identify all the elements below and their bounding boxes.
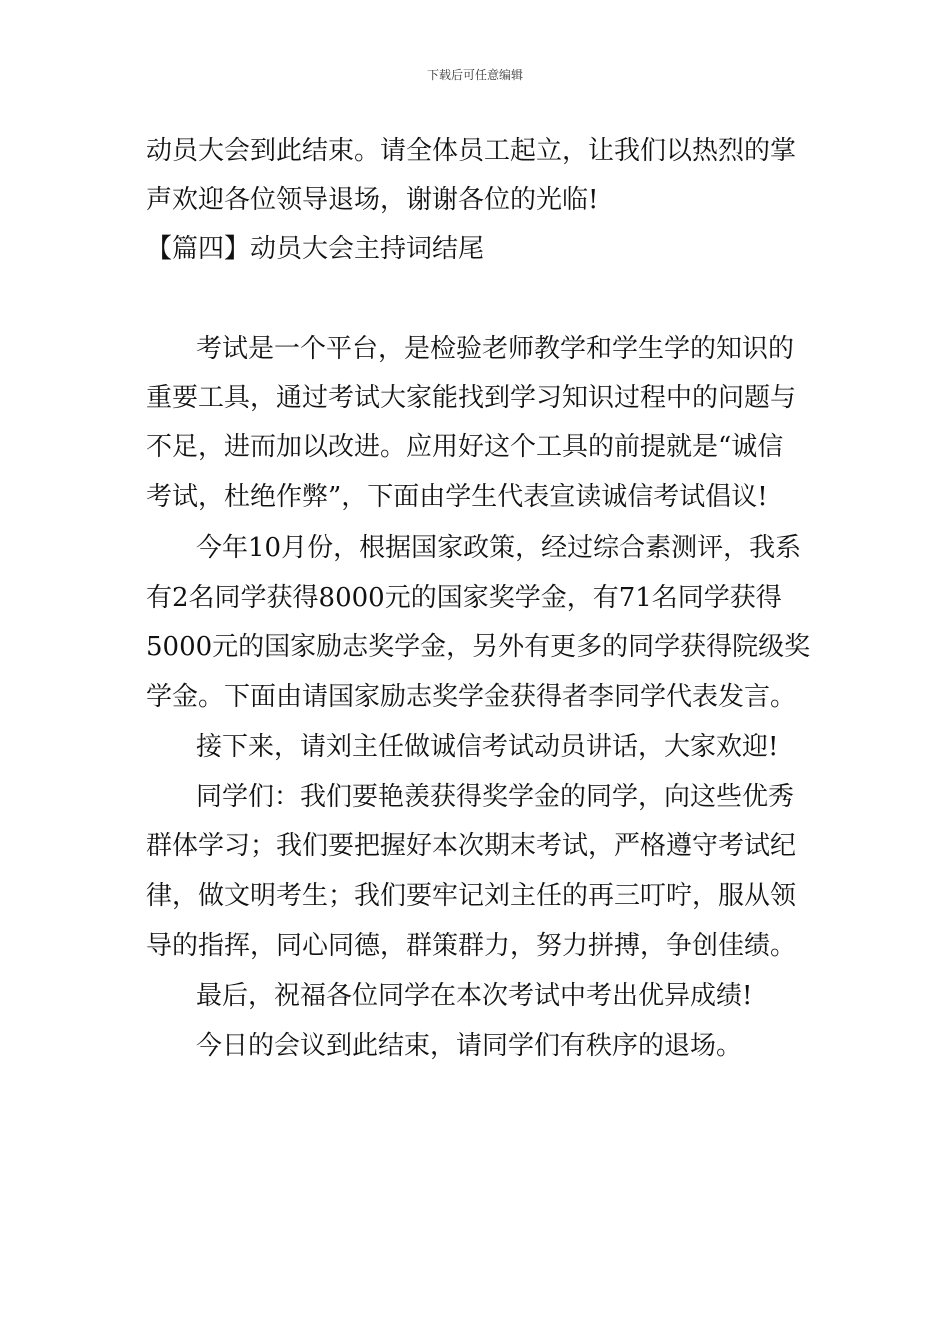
text-line: 同学们：我们要艳羡获得奖学金的同学，向这些优秀 <box>196 782 795 812</box>
text-line: 今日的会议到此结束，请同学们有秩序的退场。 <box>196 1031 743 1061</box>
text-line: 有2名同学获得8000元的国家奖学金，有71名同学获得 <box>146 583 782 613</box>
text-line: 律，做文明考生；我们要牢记刘主任的再三叮咛，服从领 <box>146 881 797 911</box>
text-line: 最后，祝福各位同学在本次考试中考出优异成绩! <box>196 981 753 1011</box>
text-line: 考试是一个平台，是检验老师教学和学生学的知识的 <box>196 334 795 364</box>
text-line: 5000元的国家励志奖学金，另外有更多的同学获得院级奖 <box>146 632 811 662</box>
text-line: 声欢迎各位领导退场，谢谢各位的光临! <box>146 185 599 215</box>
text-line: 导的指挥，同心同德，群策群力，努力拼搏，争创佳绩。 <box>146 931 797 961</box>
text-line: 今年10月份，根据国家政策，经过综合素测评，我系 <box>196 533 802 563</box>
text-line: 接下来，请刘主任做诚信考试动员讲话，大家欢迎! <box>196 732 779 762</box>
text-line: 群体学习；我们要把握好本次期末考试，严格遵守考试纪 <box>146 831 797 861</box>
page-header-note: 下载后可任意编辑 <box>426 68 523 82</box>
text-line: 重要工具，通过考试大家能找到学习知识过程中的问题与 <box>146 383 797 413</box>
text-line: 考试，杜绝作弊”，下面由学生代表宣读诚信考试倡议! <box>146 482 768 512</box>
text-line: 不足，进而加以改进。应用好这个工具的前提就是“诚信 <box>146 432 784 462</box>
section-heading: 【篇四】动员大会主持词结尾 <box>146 234 485 264</box>
text-line: 学金。下面由请国家励志奖学金获得者李同学代表发言。 <box>146 682 797 712</box>
text-line: 动员大会到此结束。请全体员工起立，让我们以热烈的掌 <box>146 136 797 166</box>
